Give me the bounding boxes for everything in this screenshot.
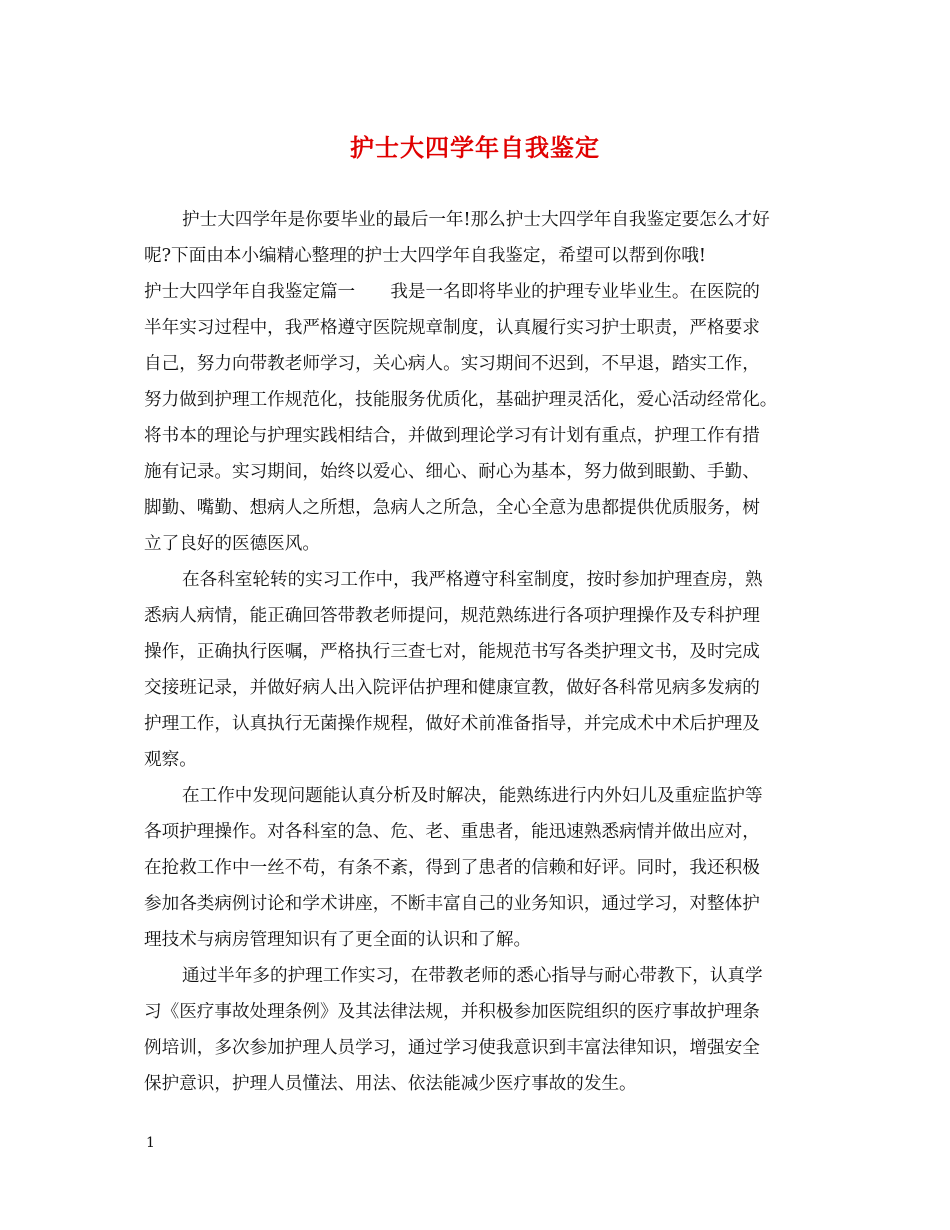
body-line: 脚勤、嘴勤、想病人之所想，急病人之所急，全心全意为患都提供优质服务，树 (144, 498, 760, 518)
body-line: 保护意识，护理人员懂法、用法、依法能减少医疗事故的发生。 (144, 1074, 637, 1094)
body-line: 呢?下面由本小编精心整理的护士大四学年自我鉴定，希望可以帮到你哦! (144, 246, 706, 266)
body-line: 在各科室轮转的实习工作中，我严格遵守科室制度，按时参加护理查房，熟 (182, 570, 763, 590)
body-line: 各项护理操作。对各科室的急、危、老、重患者，能迅速熟悉病情并做出应对， (144, 822, 760, 842)
document-title: 护士大四学年自我鉴定 (350, 133, 600, 162)
body-line: 理技术与病房管理知识有了更全面的认识和了解。 (144, 930, 532, 950)
body-line: 观察。 (144, 750, 197, 770)
body-line: 在工作中发现问题能认真分析及时解决，能熟练进行内外妇儿及重症监护等 (182, 786, 763, 806)
body-line: 将书本的理论与护理实践相结合，并做到理论学习有计划有重点，护理工作有措 (144, 426, 760, 446)
body-line: 悉病人病情，能正确回答带教老师提问，规范熟练进行各项护理操作及专科护理 (144, 606, 760, 626)
body-line: 通过半年多的护理工作实习，在带教老师的悉心指导与耐心带教下，认真学 (182, 966, 763, 986)
body-line: 例培训，多次参加护理人员学习，通过学习使我意识到丰富法律知识，增强安全 (144, 1038, 760, 1058)
body-line: 交接班记录，并做好病人出入院评估护理和健康宣教，做好各科常见病多发病的 (144, 678, 760, 698)
body-line: 护理工作，认真执行无菌操作规程，做好术前准备指导，并完成术中术后护理及 (144, 714, 760, 734)
body-line: 自己，努力向带教老师学习，关心病人。实习期间不迟到，不早退，踏实工作， (144, 354, 760, 374)
body-line: 半年实习过程中，我严格遵守医院规章制度，认真履行实习护士职责，严格要求 (144, 318, 760, 338)
body-line: 护士大四学年是你要毕业的最后一年!那么护士大四学年自我鉴定要怎么才好 (182, 210, 770, 230)
body-line: 护士大四学年自我鉴定篇一 我是一名即将毕业的护理专业毕业生。在医院的 (144, 282, 760, 302)
body-line: 在抢救工作中一丝不苟，有条不紊，得到了患者的信赖和好评。同时，我还积极 (144, 858, 760, 878)
body-line: 操作，正确执行医嘱，严格执行三查七对，能规范书写各类护理文书，及时完成 (144, 642, 760, 662)
body-line: 施有记录。实习期间，始终以爱心、细心、耐心为基本，努力做到眼勤、手勤、 (144, 462, 760, 482)
body-line: 习《医疗事故处理条例》及其法律法规，并积极参加医院组织的医疗事故护理条 (144, 1002, 760, 1022)
page-number: 1 (146, 1135, 155, 1151)
body-line: 努力做到护理工作规范化，技能服务优质化，基础护理灵活化，爱心活动经常化。 (144, 390, 778, 410)
body-line: 参加各类病例讨论和学术讲座，不断丰富自己的业务知识，通过学习，对整体护 (144, 894, 760, 914)
body-line: 立了良好的医德医风。 (144, 534, 320, 554)
